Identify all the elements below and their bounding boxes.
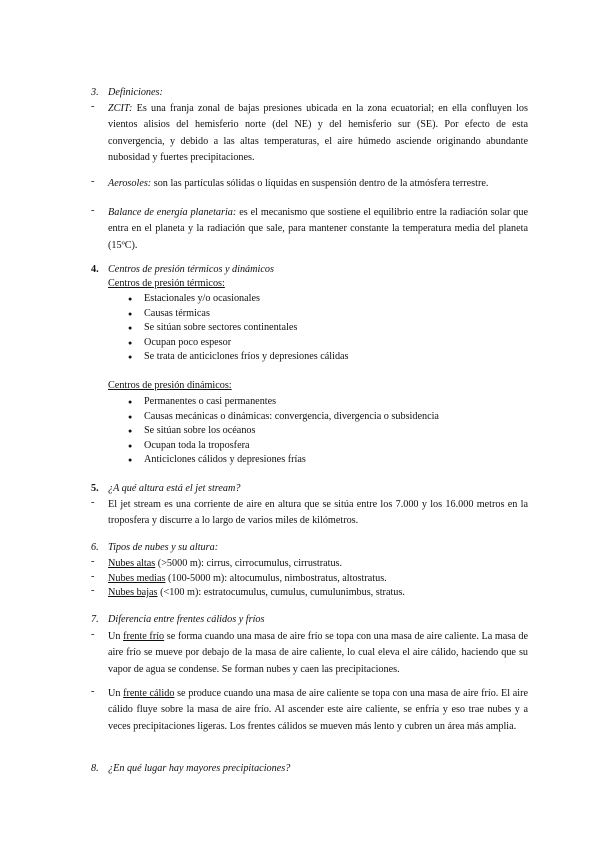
dash-frente-frio: - <box>91 629 95 640</box>
label-nubes-altas: Nubes altas <box>108 558 156 569</box>
frente-frio-text <box>108 629 528 678</box>
heading-centros-dinamicos: Centros de presión dinámicos: <box>108 380 232 391</box>
section-3-title: Definiciones: <box>108 87 163 98</box>
section-7-number: 7. <box>91 614 99 625</box>
term-zcit: ZCIT: <box>108 103 133 114</box>
list-item: ● Se sitúan sobre los océanos <box>108 424 439 439</box>
section-7-title: Diferencia entre frentes cálidos y fríos <box>108 614 265 625</box>
definition-zcit <box>108 101 528 166</box>
section-4-title: Centros de presión térmicos y dinámicos <box>108 264 274 275</box>
body-frente-frio: se forma cuando una masa de aire frío se topa con una masa de aire caliente. La masa de aire frío se mueve por debajo de la masa de aire caliente, lo cual eleva el aire cálido, haciendo que su vapor de agua se condense. Se forman nubes y caen las precipitaciones. <box>108 631 528 675</box>
nubes-bajas-line <box>108 585 528 601</box>
frente-calido-text <box>108 686 528 735</box>
list-item: ● Causas mecánicas o dinámicas: convergencia, divergencia o subsidencia <box>108 410 439 425</box>
dash-nubes-altas: - <box>91 556 95 567</box>
text-zcit: Es una franja zonal de bajas presiones ubicada en la zona ecuatorial; en ella confluyen los vientos alisios del hemisferio norte (del NE) y del hemisferio sur (SE). Por efecto de esta convergencia, y debido a las altas temperaturas, el aire húmedo asciende originando abundante nubosidad y fuertes precipitaciones. <box>108 103 528 163</box>
term-balance: Balance de energía planetaria: <box>108 207 237 218</box>
label-frente-calido: frente cálido <box>123 688 175 699</box>
section-3-number: 3. <box>91 87 99 98</box>
section-6-number: 6. <box>91 542 99 553</box>
list-item: ● Se trata de anticiclones fríos y depresiones cálidas <box>108 350 349 365</box>
text-nubes-medias: (100-5000 m): altocumulus, nimbostratus, altostratus. <box>165 573 387 584</box>
pre-frente-frio: Un <box>108 631 124 642</box>
dash-aerosoles: - <box>91 176 95 187</box>
list-item: ● Anticiclones cálidos y depresiones frías <box>108 453 439 468</box>
list-item: ● Estacionales y/o ocasionales <box>108 292 349 307</box>
list-item: ● Se sitúan sobre sectores continentales <box>108 321 349 336</box>
section-5-title: ¿A qué altura está el jet stream? <box>108 483 241 494</box>
term-aerosoles: Aerosoles: <box>108 178 152 189</box>
section-8-number: 8. <box>91 763 99 774</box>
label-nubes-bajas: Nubes bajas <box>108 587 158 598</box>
list-centros-dinamicos <box>108 395 439 468</box>
dash-zcit: - <box>91 101 95 112</box>
pre-frente-calido: Un <box>108 688 124 699</box>
definition-aerosoles <box>108 176 528 192</box>
list-item: ● Permanentes o casi permanentes <box>108 395 439 410</box>
section-6-title: Tipos de nubes y su altura: <box>108 542 219 553</box>
text-aerosoles: son las partículas sólidas o líquidas en suspensión dentro de la atmósfera terrestre. <box>151 178 489 189</box>
section-8-title: ¿En qué lugar hay mayores precipitaciones? <box>108 763 291 774</box>
list-item: ● Ocupan poco espesor <box>108 336 349 351</box>
label-frente-frio: frente frío <box>123 631 165 642</box>
dash-nubes-medias: - <box>91 571 95 582</box>
dash-frente-calido: - <box>91 686 95 697</box>
jet-stream-text: El jet stream es una corriente de aire en altura que se sitúa entre los 7.000 y los 16.000 metros en la troposfera y discurre a lo largo de varios miles de kilómetros. <box>108 499 528 527</box>
list-item: ● Ocupan toda la troposfera <box>108 439 439 454</box>
section-4-number: 4. <box>91 264 99 275</box>
list-centros-termicos <box>108 292 349 365</box>
text-balance: es el mecanismo que sostiene el equilibrio entre la radiación solar que entra en el planeta y la radiación que sale, para mantener constante la temperatura media del planeta (15ºC). <box>108 207 528 251</box>
dash-nubes-bajas: - <box>91 585 95 596</box>
nubes-altas-line <box>108 556 528 572</box>
dash-jet-stream: - <box>91 497 95 508</box>
definition-balance <box>108 205 528 254</box>
heading-centros-termicos: Centros de presión térmicos: <box>108 278 225 289</box>
text-nubes-altas: (>5000 m): cirrus, cirrocumulus, cirrustratus. <box>155 558 343 569</box>
text-nubes-bajas: (<100 m): estratocumulus, cumulus, cumulunimbus, stratus. <box>157 587 405 598</box>
dash-balance: - <box>91 205 95 216</box>
label-nubes-medias: Nubes medias <box>108 573 166 584</box>
section-5-number: 5. <box>91 483 99 494</box>
body-frente-calido: se produce cuando una masa de aire caliente se topa con una masa de aire frío. El aire cálido fluye sobre la masa de aire frío. Al ascender este aire caliente, se enfría y eso trae nubes y a veces precipitaciones ligeras. Los frentes cálidos se mueven más lento y cubren un área más amplia. <box>108 688 528 732</box>
list-item: ● Causas térmicas <box>108 307 349 322</box>
